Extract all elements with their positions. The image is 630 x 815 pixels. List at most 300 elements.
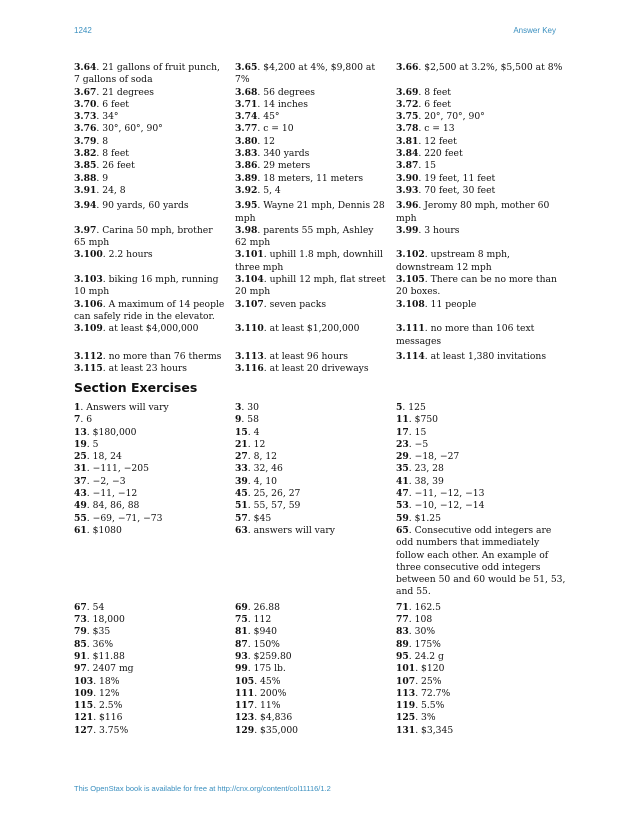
answer-text: 9 [102,172,109,184]
answer-text: $120 [421,663,445,675]
answer-number: 119 [396,700,416,712]
answer-text: 20°, 70°, 90° [424,111,485,123]
answer-item [396,160,574,172]
answer-text: 175 lb. [253,663,286,675]
answer-text: 56 degrees [263,86,316,98]
answer-number: 101 [396,663,416,675]
answer-separator: . [418,172,425,184]
answer-item [235,225,396,250]
answer-item [396,626,574,638]
answer-item [235,439,396,451]
answer-item [74,451,235,463]
answer-item [235,249,396,274]
answer-number: 3.85 [74,160,97,172]
answer-item [74,363,235,375]
answer-separator: . [418,123,425,135]
answer-separator: . [247,488,254,500]
answer-text: 2.2 hours [108,249,153,261]
answer-item [235,463,396,475]
answer-number: 59 [396,512,409,524]
answer-separator: . [96,224,103,236]
answer-number: 3.87 [396,160,419,172]
answer-item [74,525,235,599]
answer-separator: . [93,675,100,687]
answer-number: 85 [74,638,87,650]
answer-separator: . [415,663,422,675]
answer-separator: . [254,700,261,712]
answer-number: 3.90 [396,172,419,184]
answer-separator: . [408,650,415,662]
answer-text: 45% [260,675,281,687]
answer-item [396,351,574,363]
answer-text: c = 13 [424,123,455,135]
answer-text: 6 feet [102,98,129,110]
answer-separator: . [418,86,425,98]
answer-text: 3.75% [99,724,129,736]
answer-number: 123 [235,712,255,724]
answer-text: 58 [247,414,259,426]
answer-text: 8 [102,135,109,147]
answer-separator: . [408,475,415,487]
answer-item [74,185,235,197]
answer-number: 3.73 [74,111,97,123]
answer-text: 72.7% [421,687,451,699]
answer-number: 79 [74,626,87,638]
answer-number: 23 [396,438,409,450]
answer-separator: . [408,451,415,463]
answer-separator: . [408,601,415,613]
answer-item [396,274,574,299]
answer-separator: . [424,350,431,362]
answer-text: 30% [414,626,436,638]
answer-separator: . [257,98,264,110]
answer-number: 3.100 [74,249,103,261]
answer-text: −11, −12, −13 [414,488,485,500]
answer-text: 5 [92,438,99,450]
answer-separator: . [408,614,415,626]
answer-item [74,500,235,512]
answer-separator: . [415,724,422,736]
answer-text: 108 [414,614,433,626]
answer-item [396,688,574,700]
answer-separator: . [257,160,264,172]
answer-separator: . [408,500,415,512]
answer-text: 6 feet [424,98,451,110]
answer-text: 175% [414,638,441,650]
answer-text: $2,500 at 3.2%, $5,500 at 8% [424,62,563,73]
answer-text: at least $1,200,000 [269,323,360,335]
answer-item [74,651,235,663]
answer-separator: . [86,524,93,536]
answer-separator: . [93,712,100,724]
answer-separator: . [241,402,248,413]
answer-item [235,136,396,148]
answer-separator: . [96,123,103,135]
answer-number: 47 [396,488,409,500]
answer-text: 25, 26, 27 [253,488,301,500]
answer-number: 81 [235,626,248,638]
answer-text: 2.5% [99,700,123,712]
answer-item [396,663,574,675]
answer-item [74,87,235,99]
answer-separator: . [102,298,109,310]
answer-item [235,700,396,712]
answer-separator: . [86,626,93,638]
answer-text: $259.80 [253,650,292,662]
answer-separator: . [263,249,270,261]
answer-item [74,62,235,87]
answer-number: 29 [396,451,409,463]
page-number: 1242 [74,26,92,35]
answer-item [235,414,396,426]
answer-number: 3.71 [235,98,258,110]
answer-text: 38, 39 [414,475,444,487]
answer-text: at least 96 hours [269,350,348,362]
running-header: Answer Key [513,26,556,35]
answer-item [74,99,235,111]
answer-separator: . [80,414,87,426]
answer-item [396,614,574,626]
answer-separator: . [424,298,431,310]
answer-separator: . [96,160,103,172]
answer-number: 3.68 [235,86,258,98]
answer-separator: . [408,438,415,450]
answer-separator: . [418,135,425,147]
answer-text: 6 [86,414,93,426]
answer-separator: . [247,650,254,662]
answer-number: 1 [74,402,81,413]
answer-text: answers will vary [253,524,335,536]
answer-number: 3.83 [235,148,258,160]
answer-separator: . [247,524,254,536]
answer-separator: . [418,148,425,160]
answer-text: Wayne 21 mph, Dennis 28 mph [235,200,385,224]
answer-number: 3.64 [74,62,97,73]
answer-text: 4 [253,426,260,438]
answer-number: 61 [74,524,87,536]
answer-text: 32, 46 [253,463,283,475]
answer-item [74,476,235,488]
answer-item [235,688,396,700]
answer-separator: . [247,438,254,450]
answer-separator: . [102,350,109,362]
answer-separator: . [257,123,264,135]
answer-separator: . [93,700,100,712]
answer-number: 3.80 [235,135,258,147]
answer-number: 13 [74,426,87,438]
answer-number: 25 [74,451,87,463]
answer-item [235,111,396,123]
answer-separator: . [86,614,93,626]
answer-number: 125 [396,712,416,724]
answer-number: 3.94 [74,200,97,212]
answer-item [396,62,574,87]
answer-item [74,200,235,225]
answer-item [396,414,574,426]
answer-item [235,62,396,87]
answer-text: Carina 50 mph, brother 65 mph [74,224,213,249]
answer-text: Consecutive odd integers are odd numbers that immediately follow each other. An example of three consecutive odd integers between 50 and 60 would be 51, 53, and 55. [396,524,566,598]
answer-number: 75 [235,614,248,626]
answer-text: $45 [253,512,272,524]
answer-separator: . [86,500,93,512]
answer-separator: . [424,249,431,261]
answer-number: 37 [74,475,87,487]
answer-number: 3.105 [396,274,425,286]
answer-item [396,439,574,451]
answer-text: 8 feet [102,148,129,160]
answer-separator: . [257,111,264,123]
answer-text: 14 inches [263,98,308,110]
answer-text: 2407 mg [92,663,134,675]
answer-item [74,225,235,250]
answer-separator: . [93,724,100,736]
answer-text: 150% [253,638,280,650]
answers-grid-exercises [74,402,574,737]
answer-text: 90 yards, 60 yards [102,200,189,212]
answer-item [235,87,396,99]
answer-item [396,111,574,123]
answer-item [396,602,574,614]
answer-number: 105 [235,675,255,687]
answer-separator: . [86,475,93,487]
answer-separator: . [247,475,254,487]
answer-item [74,173,235,185]
answer-number: 3.79 [74,135,97,147]
answer-text: at least 23 hours [108,363,187,375]
answer-number: 3.103 [74,274,103,286]
answer-number: 113 [396,687,416,699]
answer-number: 7 [74,414,81,426]
answer-text: 15 [414,426,427,438]
answer-number: 77 [396,614,409,626]
answer-number: 11 [396,414,409,426]
answer-text: 15 [424,160,436,172]
answer-number: 39 [235,475,248,487]
answer-separator: . [96,135,103,147]
answer-text: 8 feet [424,86,451,98]
answer-separator: . [408,626,415,638]
answer-item [396,249,574,274]
answer-text: $750 [414,414,439,426]
answer-separator: . [96,200,103,212]
answer-item [396,476,574,488]
answer-number: 109 [74,687,94,699]
answer-separator: . [86,601,93,613]
answer-separator: . [263,274,270,286]
answer-item [235,626,396,638]
answer-number: 3.98 [235,224,258,236]
answer-item [74,725,235,737]
answer-item [396,185,574,197]
answer-separator: . [86,512,93,524]
answer-number: 3.67 [74,86,97,98]
answer-number: 91 [74,650,87,662]
answer-separator: . [418,184,425,196]
answer-text: 18% [99,675,120,687]
answer-separator: . [254,712,261,724]
answer-number: 127 [74,724,94,736]
answer-item [396,651,574,663]
answer-number: 3.86 [235,160,258,172]
answer-number: 115 [74,700,94,712]
page-footer: This OpenStax book is available for free at http://cnx.org/content/col11116/1.2 [74,784,331,793]
answer-number: 107 [396,675,416,687]
answer-text: $3,345 [421,724,454,736]
answer-number: 3.102 [396,249,425,261]
answer-number: 43 [74,488,87,500]
answer-text: 112 [253,614,272,626]
answer-item [396,500,574,512]
answer-item [396,200,574,225]
answer-item [235,323,396,348]
answer-separator: . [247,451,254,463]
answer-text: 36% [92,638,114,650]
answer-separator: . [257,224,264,236]
answer-separator: . [424,323,431,335]
answer-item [74,136,235,148]
answer-text: 24.2 g [414,650,444,662]
answer-text: seven packs [269,298,327,310]
answer-text: at least 1,380 invitations [430,350,547,362]
answer-separator: . [263,323,270,335]
answer-text: $11.88 [92,650,125,662]
answer-text: 125 [408,402,426,413]
answer-separator: . [102,274,109,286]
answer-text: 12 [263,135,275,147]
answer-item [396,136,574,148]
answer-number: 3.89 [235,172,258,184]
answer-text: 11 people [430,298,477,310]
answer-number: 57 [235,512,248,524]
answer-text: c = 10 [263,123,294,135]
answer-text: There can be no more than 20 boxes. [396,274,557,298]
answer-item [74,402,235,414]
answer-separator: . [418,62,425,73]
answer-item [74,700,235,712]
answer-item [74,513,235,525]
answer-number: 5 [396,402,403,413]
answer-text: uphill 1.8 mph, downhill three mph [235,249,383,273]
answer-number: 51 [235,500,248,512]
answer-number: 17 [396,426,409,438]
answer-number: 99 [235,663,248,675]
answer-text: no more than 76 therms [108,350,222,362]
answer-text: at least 20 driveways [269,363,369,375]
answer-item [396,451,574,463]
answer-item [74,274,235,299]
answer-item [396,173,574,185]
answer-item [74,160,235,172]
answer-text: −2, −3 [92,475,126,487]
answer-item [235,639,396,651]
answer-number: 3.93 [396,184,419,196]
answer-separator: . [257,135,264,147]
answer-number: 3.65 [235,62,258,73]
answer-text: 340 yards [263,148,310,160]
answer-separator: . [263,363,270,375]
answer-item [74,688,235,700]
answer-text: 70 feet, 30 feet [424,184,496,196]
answer-text: −69, −71, −73 [92,512,163,524]
answer-item [396,123,574,135]
answer-number: 21 [235,438,248,450]
answer-text: 26 feet [102,160,135,172]
answer-item [235,676,396,688]
answer-number: 117 [235,700,255,712]
answer-number: 3.115 [74,363,103,375]
answer-number: 45 [235,488,248,500]
answer-number: 83 [396,626,409,638]
answer-text: $35 [92,626,111,638]
answer-text: 24, 8 [102,184,126,196]
answer-separator: . [247,463,254,475]
answer-number: 3.70 [74,98,97,110]
answer-text: $1.25 [414,512,441,524]
answer-separator: . [80,402,87,413]
answer-item [74,614,235,626]
answer-text: −111, −205 [92,463,149,475]
answer-item [74,439,235,451]
answer-separator: . [96,98,103,110]
answer-text: $1080 [92,524,122,536]
answer-text: 200% [260,687,287,699]
answer-text: −18, −27 [414,451,460,463]
answer-text: 12 [253,438,266,450]
answer-item [396,363,574,375]
section-exercises-title: Section Exercises [74,380,198,395]
answer-separator: . [96,62,103,73]
answer-text: 11% [260,700,281,712]
answer-text: 25% [421,675,442,687]
answer-separator: . [257,172,264,184]
answer-separator: . [263,298,270,310]
answer-number: 69 [235,601,248,613]
answer-item [396,323,574,348]
answer-number: 3.112 [74,350,103,362]
answer-number: 97 [74,663,87,675]
answer-item [74,427,235,439]
answer-number: 3.88 [74,172,97,184]
answer-text: 26.88 [253,601,280,613]
answer-separator: . [86,426,93,438]
answer-number: 3.77 [235,123,258,135]
answer-number: 19 [74,438,87,450]
answer-item [74,676,235,688]
answer-separator: . [241,414,248,426]
answer-item [74,123,235,135]
answer-number: 3.91 [74,184,97,196]
answer-number: 3.108 [396,298,425,310]
answer-text: 84, 86, 88 [92,500,140,512]
answer-item [235,651,396,663]
answer-number: 3.111 [396,323,425,335]
answer-item [235,725,396,737]
answer-text: at least $4,000,000 [108,323,199,335]
answer-number: 3.84 [396,148,419,160]
answer-number: 111 [235,687,255,699]
answer-separator: . [96,172,103,184]
answer-item [235,614,396,626]
answer-separator: . [96,111,103,123]
answer-item [396,99,574,111]
answer-text: −10, −12, −14 [414,500,485,512]
answer-item [235,274,396,299]
answer-text: 30 [247,402,259,413]
answer-number: 3.95 [235,200,258,212]
answer-item [74,712,235,724]
answer-item [396,225,574,250]
